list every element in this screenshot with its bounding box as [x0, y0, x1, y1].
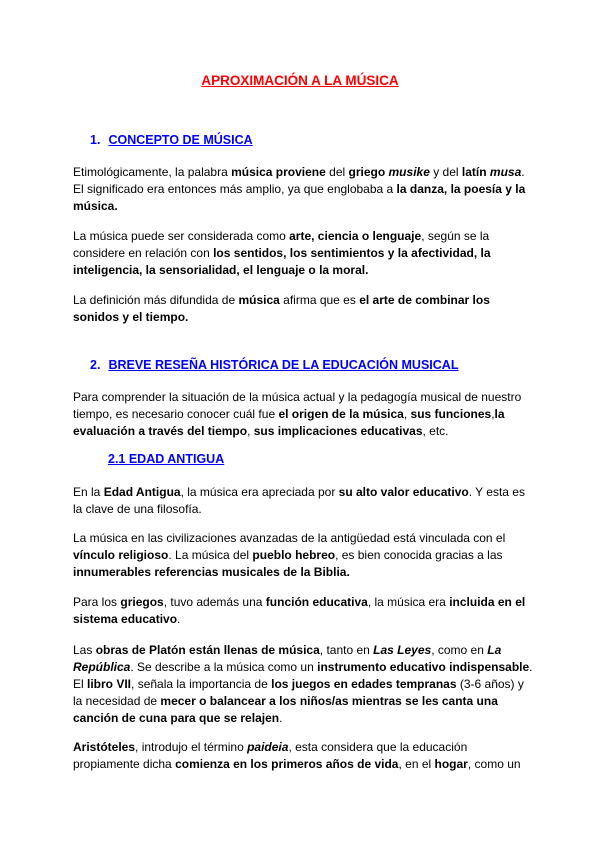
- section-title: CONCEPTO DE MÚSICA: [108, 133, 253, 147]
- document-title: APROXIMACIÓN A LA MÚSICA: [201, 73, 399, 88]
- section-number: 1.: [90, 133, 101, 147]
- paragraph: En la Edad Antigua, la música era apreciada por su alto valor educativo. Y esta es la clave de una filosofía.: [73, 485, 525, 516]
- subsection-heading-2-1: [108, 452, 224, 466]
- section-number: 2.: [90, 358, 101, 372]
- section-heading-2: [90, 358, 458, 372]
- paragraph: La definición más difundida de música afirma que es el arte de combinar los sonidos y el tiempo.: [73, 293, 490, 324]
- paragraph: Aristóteles, introdujo el término paideia, esta considera que la educación propiamente dicha comienza en los primeros años de vida, en el hogar, como un: [73, 740, 521, 771]
- section-heading-1: [90, 133, 253, 147]
- paragraph: Para los griegos, tuvo además una función educativa, la música era incluida en el sistema educativo.: [73, 595, 526, 626]
- paragraph: Etimológicamente, la palabra música proviene del griego musike y del latín musa. El significado era entonces más amplio, ya que englobaba a la danza, la poesía y la música.: [73, 165, 526, 213]
- paragraph: La música en las civilizaciones avanzadas de la antigüedad está vinculada con el vínculo religioso. La música del pueblo hebreo, es bien conocida gracias a las innumerables referencias musicales de la Biblia.: [73, 531, 506, 579]
- paragraph: Las obras de Platón están llenas de música, tanto en Las Leyes, como en La República. Se describe a la música como un instrumento educativo indispensable. El libro VII, señala la importancia de los juegos en edades tempranas (3-6 años) y la necesidad de mecer o balancear a los niños/as mientras se les canta una canción de cuna para que se relajen.: [73, 643, 533, 725]
- section-title: 2.1 EDAD ANTIGUA: [108, 452, 225, 466]
- section-title: BREVE RESEÑA HISTÓRICA DE LA EDUCACIÓN MUSICAL: [108, 358, 459, 372]
- paragraph: Para comprender la situación de la música actual y la pedagogía musical de nuestro tiempo, es necesario conocer cuál fue el origen de la música, sus funciones,la evaluación a través del tiempo, sus implicaciones educativas, etc.: [73, 390, 522, 438]
- paragraph: La música puede ser considerada como arte, ciencia o lenguaje, según se la considere en relación con los sentidos, los sentimientos y la afectividad, la inteligencia, la sensorialidad, el lenguaje o la moral.: [73, 229, 491, 277]
